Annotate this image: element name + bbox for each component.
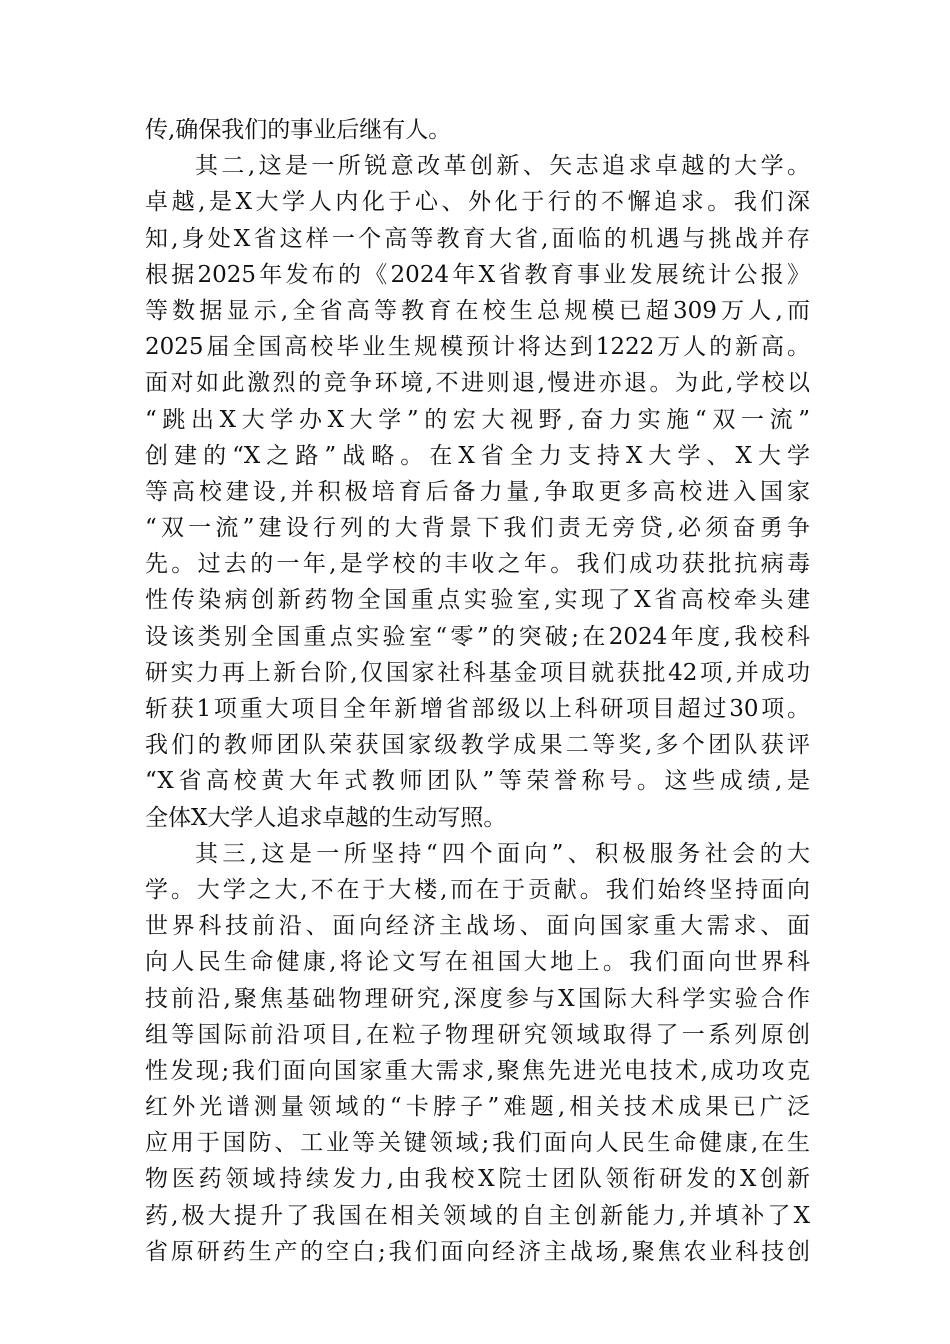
text-line: 性发现;我们面向国家重大需求,聚焦先进光电技术,成功攻克	[145, 1057, 810, 1084]
text-line: 组等国际前沿项目,在粒子物理研究领域取得了一系列原创	[145, 1021, 810, 1048]
text-line: 2025届全国高校毕业生规模预计将达到1222万人的新高。	[145, 334, 810, 361]
text-line: 卓越,是X大学人内化于心、外化于行的不懈追求。我们深	[145, 189, 810, 216]
paragraph	[145, 148, 810, 836]
text-line: “跳出X大学办X大学”的宏大视野,奋力实施“双一流”	[145, 406, 810, 433]
text-line: 全体X大学人追求卓越的生动写照。	[145, 804, 507, 831]
text-line: 药,极大提升了我国在相关领域的自主创新能力,并填补了X	[145, 1202, 810, 1229]
paragraph	[145, 112, 810, 148]
text-line: 斩获1项重大项目全年新增省部级以上科研项目超过30项。	[145, 696, 810, 722]
text-line: “双一流”建设行列的大背景下我们责无旁贷,必须奋勇争	[145, 515, 810, 542]
document-body	[145, 112, 810, 1270]
text-line: 世界科技前沿、面向经济主战场、面向国家重大需求、面	[145, 913, 810, 940]
text-line: 学。大学之大,不在于大楼,而在于贡献。我们始终坚持面向	[145, 876, 810, 903]
text-line: 我们的教师团队荣获国家级教学成果二等奖,多个团队获评	[145, 732, 810, 759]
text-line: 应用于国防、工业等关键领域;我们面向人民生命健康,在生	[145, 1130, 810, 1157]
text-line: 面对如此激烈的竞争环境,不进则退,慢进亦退。为此,学校以	[145, 370, 810, 397]
text-line: 等数据显示,全省高等教育在校生总规模已超309万人,而	[145, 297, 810, 324]
text-line: 先。过去的一年,是学校的丰收之年。我们成功获批抗病毒	[145, 551, 810, 578]
text-line: 创建的“X之路”战略。在X省全力支持X大学、X大学	[145, 442, 810, 469]
text-line: 根据2025年发布的《2024年X省教育事业发展统计公报》	[145, 261, 810, 288]
text-line: 向人民生命健康,将论文写在祖国大地上。我们面向世界科	[145, 949, 810, 976]
paragraph	[145, 836, 810, 1270]
text-line: 其二,这是一所锐意改革创新、矢志追求卓越的大学。	[195, 153, 810, 180]
text-line: 知,身处X省这样一个高等教育大省,面临的机遇与挑战并存	[145, 225, 810, 252]
text-line: 技前沿,聚焦基础物理研究,深度参与X国际大科学实验合作	[145, 985, 810, 1012]
text-line: 等高校建设,并积极培育后备力量,争取更多高校进入国家	[145, 478, 810, 505]
text-line: 红外光谱测量领域的“卡脖子”难题,相关技术成果已广泛	[145, 1094, 810, 1121]
text-line: 物医药领域持续发力,由我校X院士团队领衔研发的X创新	[145, 1166, 810, 1193]
text-line: 设该类别全国重点实验室“零”的突破;在2024年度,我校科	[145, 623, 810, 650]
text-line: 传,确保我们的事业后继有人。	[145, 117, 452, 143]
text-line: “X省高校黄大年式教师团队”等荣誉称号。这些成绩,是	[145, 768, 810, 795]
text-line: 其三,这是一所坚持“四个面向”、积极服务社会的大	[195, 840, 810, 867]
text-line: 省原研药生产的空白;我们面向经济主战场,聚焦农业科技创	[145, 1238, 810, 1265]
text-line: 性传染病创新药物全国重点实验室,实现了X省高校牵头建	[145, 587, 810, 614]
text-line: 研实力再上新台阶,仅国家社科基金项目就获批42项,并成功	[145, 659, 810, 686]
